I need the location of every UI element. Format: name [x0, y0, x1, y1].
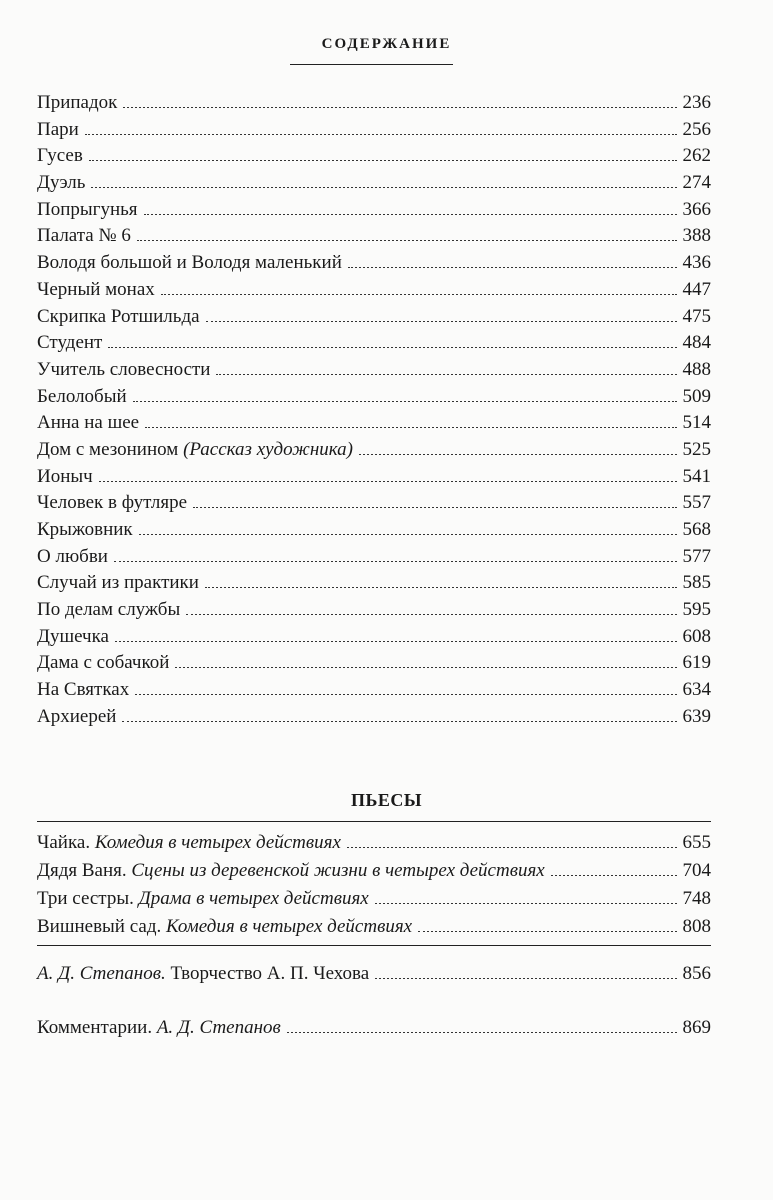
toc-entry [37, 677, 711, 704]
entry-title [37, 885, 369, 913]
entry-page: 808 [682, 916, 711, 937]
entry-subtitle: Комедия в четырех действиях [94, 832, 341, 853]
dot-leader [161, 294, 677, 295]
plays-section-title: ПЬЕСЫ [350, 790, 423, 810]
entry-title [37, 960, 369, 988]
entry-page: 514 [682, 412, 711, 434]
dot-leader [144, 214, 677, 215]
toc-entry [37, 829, 711, 857]
entry-title: Скрипка Ротшильда [37, 305, 200, 327]
dot-leader [287, 1032, 677, 1033]
entry-title [37, 857, 545, 885]
dot-leader [186, 614, 676, 615]
entry-page: 388 [682, 225, 711, 247]
entry-title: Черный монах [37, 278, 155, 300]
dot-leader [375, 978, 676, 979]
entry-page: 568 [682, 519, 711, 540]
entry-title: Дуэль [37, 172, 86, 194]
toc-entry [37, 704, 711, 731]
entry-title: Душечка [37, 625, 109, 647]
toc-entry [37, 1014, 711, 1042]
entry-title [37, 913, 412, 941]
entry-page: 619 [682, 652, 711, 674]
entry-title [37, 829, 341, 857]
toc-entry [37, 570, 711, 597]
dot-leader [85, 134, 677, 135]
title-underline [290, 64, 453, 65]
entry-subtitle: Драма в четырех действиях [138, 888, 369, 909]
dot-leader [175, 667, 676, 668]
dot-leader [115, 641, 677, 642]
entry-page: 655 [682, 832, 711, 853]
dot-leader [139, 534, 677, 535]
toc-entry [37, 857, 711, 885]
entry-title: По делам службы [37, 599, 181, 621]
entry-page: 256 [682, 118, 711, 140]
entry-page: 525 [682, 438, 711, 460]
dot-leader [145, 427, 676, 428]
toc-entry [37, 304, 711, 331]
dot-leader [135, 694, 676, 695]
entry-page: 447 [682, 278, 711, 300]
dot-leader [206, 321, 677, 322]
toc-entry [37, 544, 711, 571]
dot-leader [99, 481, 677, 482]
entry-title-text: Дом с мезонином [37, 438, 179, 460]
entry-title: Дама с собачкой [37, 652, 170, 674]
toc-entry [37, 464, 711, 491]
entry-page: 236 [682, 92, 711, 113]
entry-page: 366 [682, 198, 711, 220]
entry-page: 509 [682, 385, 711, 407]
dot-leader [91, 187, 676, 188]
entry-title-text: Комментарии. [37, 1017, 153, 1038]
toc-entry [37, 410, 711, 437]
entry-page: 262 [682, 145, 711, 167]
dot-leader [89, 160, 677, 161]
toc-entry [37, 624, 711, 651]
entry-title: Ионыч [37, 465, 93, 487]
dot-leader [375, 903, 677, 904]
entry-author: А. Д. Степанов. [37, 963, 166, 984]
entry-title: О любви [37, 545, 108, 567]
toc-entry [37, 885, 711, 913]
entry-title: Человек в футляре [37, 492, 188, 514]
dot-leader [123, 107, 676, 108]
entry-page: 488 [682, 358, 711, 380]
stories-list [37, 90, 711, 731]
entry-title: Попрыгунья [37, 198, 138, 220]
section-divider [37, 821, 711, 822]
entry-page: 595 [682, 599, 711, 621]
page-title: СОДЕРЖАНИЕ [321, 36, 452, 52]
toc-entry [37, 143, 711, 170]
entry-page: 634 [682, 679, 711, 701]
dot-leader [551, 875, 677, 876]
dot-leader [108, 347, 676, 348]
toc-entry [37, 277, 711, 304]
entry-title: Палата № 6 [37, 225, 131, 247]
toc-entry [37, 330, 711, 357]
entry-author: А. Д. Степанов [156, 1017, 281, 1038]
entry-page: 577 [682, 545, 711, 567]
entry-title: Анна на шее [37, 412, 140, 434]
entry-title: Учитель словесности [37, 358, 211, 380]
dot-leader [418, 931, 676, 932]
toc-entry [37, 170, 711, 197]
dot-leader [122, 721, 676, 722]
section-divider [37, 945, 711, 946]
toc-entry [37, 490, 711, 517]
dot-leader [137, 240, 677, 241]
entry-title: Случай из практики [37, 572, 199, 594]
entry-title: Володя большой и Володя маленький [37, 252, 342, 274]
plays-list [37, 829, 711, 941]
extras-list [37, 960, 711, 1042]
entry-subtitle: Комедия в четырех действиях [166, 916, 413, 937]
entry-page: 484 [682, 332, 711, 354]
entry-page: 541 [682, 465, 711, 487]
entry-title: На Святках [37, 679, 130, 701]
toc-entry [37, 650, 711, 677]
entry-title-text: Три сестры. [37, 888, 134, 909]
entry-subtitle: (Рассказ художника) [183, 438, 354, 460]
entry-page: 856 [682, 963, 711, 984]
entry-title: Гусев [37, 145, 83, 167]
entry-title: Белолобый [37, 385, 127, 407]
entry-title [37, 1014, 281, 1042]
entry-title [37, 437, 353, 464]
toc-entry [37, 960, 711, 988]
entry-page: 475 [682, 305, 711, 327]
dot-leader [347, 847, 677, 848]
dot-leader [205, 587, 677, 588]
toc-entry [37, 357, 711, 384]
dot-leader [133, 401, 677, 402]
toc-entry [37, 90, 711, 117]
entry-page: 274 [682, 172, 711, 194]
entry-title: Крыжовник [37, 519, 133, 540]
toc-entry [37, 597, 711, 624]
entry-page: 748 [682, 888, 711, 909]
entry-subtitle: Сцены из деревенской жизни в четырех действиях [131, 860, 545, 881]
entry-page: 585 [682, 572, 711, 594]
entry-page: 436 [682, 252, 711, 274]
toc-entry [37, 197, 711, 224]
toc-entry [37, 117, 711, 144]
toc-entry [37, 437, 711, 464]
entry-title: Припадок [37, 92, 118, 113]
toc-entry [37, 250, 711, 277]
dot-leader [348, 267, 677, 268]
entry-page: 704 [682, 860, 711, 881]
entry-page: 557 [682, 492, 711, 514]
entry-title: Архиерей [37, 705, 117, 727]
dot-leader [216, 374, 676, 375]
toc-entry [37, 517, 711, 544]
toc-entry [37, 913, 711, 941]
entry-page: 869 [682, 1017, 711, 1038]
toc-entry [37, 384, 711, 411]
dot-leader [193, 507, 676, 508]
entry-title-text: Вишневый сад. [37, 916, 162, 937]
dot-leader [359, 454, 676, 455]
entry-title: Пари [37, 118, 79, 140]
toc-entry [37, 223, 711, 250]
entry-page: 608 [682, 625, 711, 647]
entry-title: Студент [37, 332, 103, 354]
entry-title-text: Чайка. [37, 832, 91, 853]
entry-title-text: Творчество А. П. Чехова [170, 963, 370, 984]
entry-title-text: Дядя Ваня. [37, 860, 127, 881]
entry-page: 639 [682, 705, 711, 727]
dot-leader [114, 561, 677, 562]
